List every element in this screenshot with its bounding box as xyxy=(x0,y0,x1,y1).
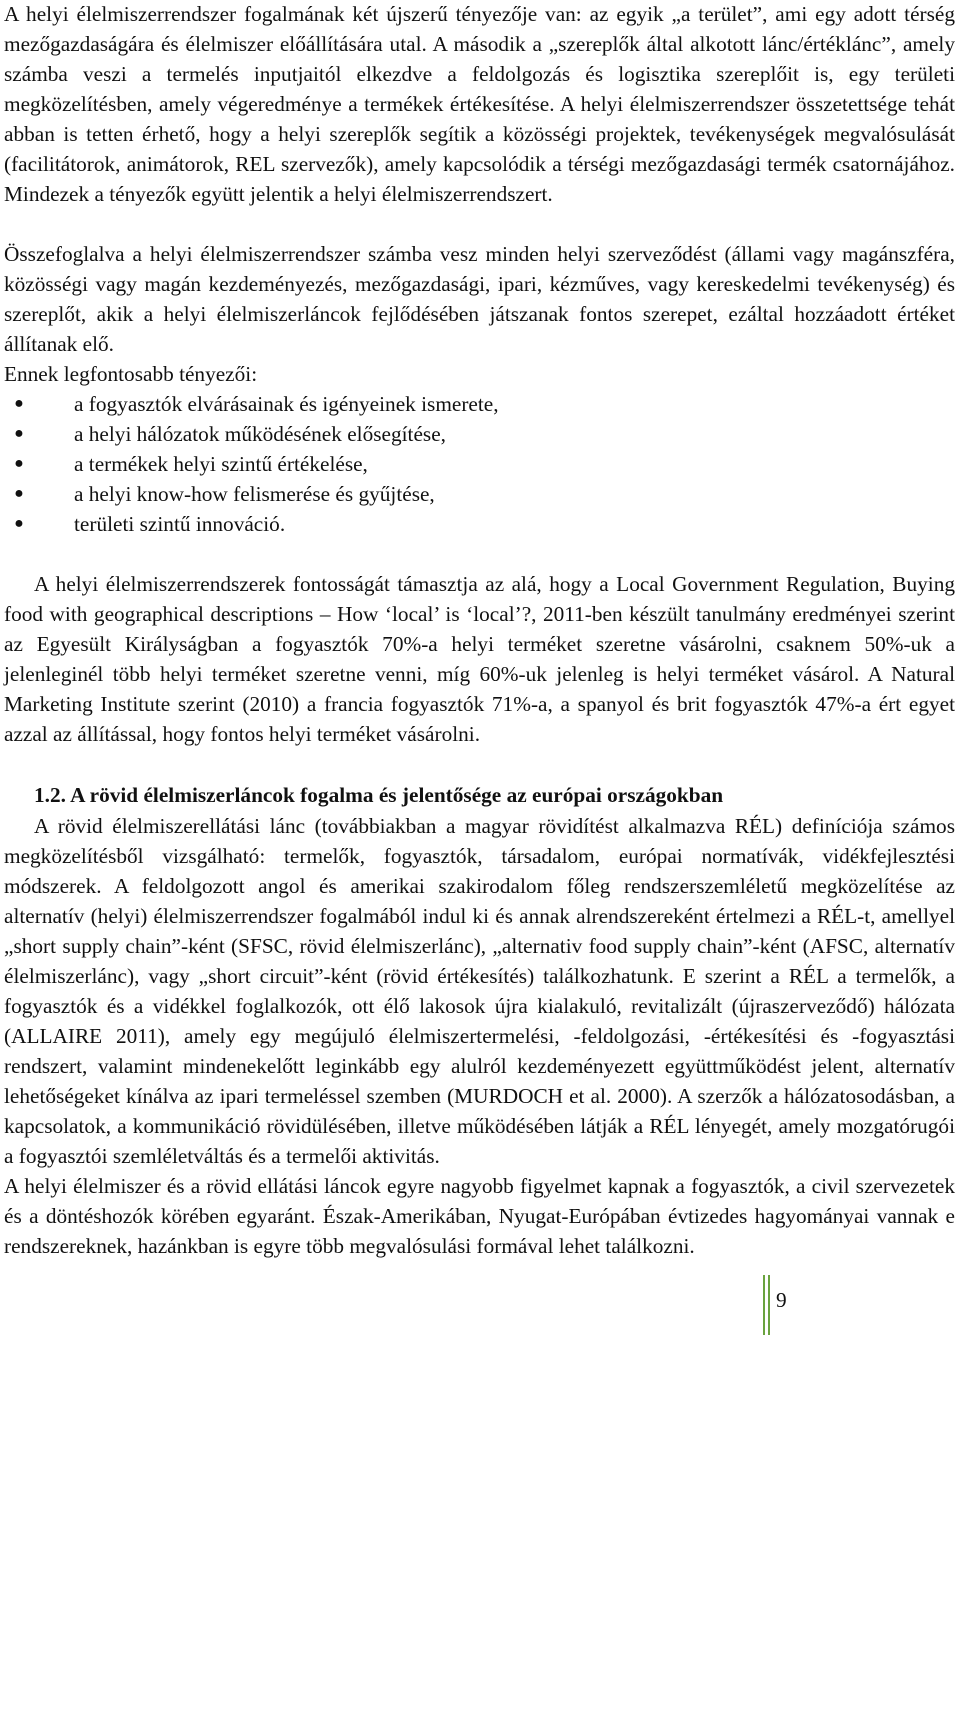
footer-accent-bar xyxy=(763,1275,765,1335)
list-item xyxy=(4,449,955,479)
bullet-icon: ● xyxy=(14,455,24,472)
paragraph-local-food-system-definition: A helyi élelmiszerrendszer fogalmának két újszerű tényezője van: az egyik „a terület”, ami egy adott térség mezőgazdaságára és élelmiszer előállítására utal. A második a „szereplők által alkotott lánc/értéklánc”, amely számba veszi a termelés inputjaitól elkezdve a feldolgozás és logisztika szereplőit is, egy területi megközelítésben, amely végeredménye a termékek értékesítése. A helyi élelmiszerrendszer összetettsége tehát abban is tetten érhető, hogy a helyi szereplők segítik a közösségi projektek, tevékenységek megvalósulását (facilitátorok, animátorok, REL szervezők), amely kapcsolódik a térségi mezőgazdasági termék csatornájához. Mindezek a tényezők együtt jelentik a helyi élelmiszerrendszert. xyxy=(4,2,955,206)
factors-list xyxy=(4,389,955,539)
bullet-icon: ● xyxy=(14,395,24,412)
list-item-text: a termékek helyi szintű értékelése, xyxy=(74,452,368,476)
page-number: 9 xyxy=(776,1288,787,1312)
list-item-text: a fogyasztók elvárásainak és igényeinek ismerete, xyxy=(74,392,499,416)
bullet-icon: ● xyxy=(14,425,24,442)
paragraph-growing-attention: A helyi élelmiszer és a rövid ellátási láncok egyre nagyobb figyelmet kapnak a fogyasztók, a civil szervezetek és a döntéshozók körében egyaránt. Észak-Amerikában, Nyugat-Európában évtizedes hagyományai vannak e rendszereknek, hazánkban is egyre több megvalósulási formával lehet találkozni. xyxy=(4,1174,955,1258)
paragraph-importance-statistics: A helyi élelmiszerrendszerek fontosságát támasztja az alá, hogy a Local Government Regulation, Buying food with geographical descriptions – How ‘local’ is ‘local’?, 2011-ben készült tanulmány eredményei szerint az Egyesült Királyságban a fogyasztók 70%-a helyi terméket szeretne vásárolni, csaknem 50%-uk a jelenleginél több helyi terméket szeretne venni, míg 60%-uk jelenleg is helyi terméket vásárol. A Natural Marketing Institute szerint (2010) a francia fogyasztók 71%-a, a spanyol és brit fogyasztók 47%-a ért egyet azzal az állítással, hogy fontos helyi terméket vásárolni. xyxy=(4,572,955,746)
list-item xyxy=(4,509,955,539)
list-item xyxy=(4,389,955,419)
list-item xyxy=(4,479,955,509)
footer-accent-bar-secondary xyxy=(768,1275,770,1335)
bullet-icon: ● xyxy=(14,515,24,532)
paragraph-summary: Összefoglalva a helyi élelmiszerrendszer számba vesz minden helyi szerveződést (állami vagy magánszféra, közösségi vagy magán kezdeményezés, mezőgazdasági, ipari, kézműves, vagy kereskedelmi tevékenység) és szereplőt, akik a helyi élelmiszerláncok fejlődésében játszanak fontos szerepet, ezáltal hozzáadott értéket állítanak elő. xyxy=(4,242,955,356)
list-item xyxy=(4,419,955,449)
paragraph-factors-intro: Ennek legfontosabb tényezői: xyxy=(4,362,258,386)
list-item-text: a helyi know-how felismerése és gyűjtése, xyxy=(74,482,435,506)
list-item-text: területi szintű innováció. xyxy=(74,512,286,536)
bullet-icon: ● xyxy=(14,485,24,502)
list-item-text: a helyi hálózatok működésének elősegítése, xyxy=(74,422,446,446)
page-content xyxy=(4,0,955,1261)
section-heading: 1.2. A rövid élelmiszerláncok fogalma és jelentősége az európai országokban xyxy=(34,783,724,807)
paragraph-short-chain-definition: A rövid élelmiszerellátási lánc (továbbiakban a magyar rövidítést alkalmazva RÉL) definíciója számos megközelítésből vizsgálható: termelők, fogyasztók, társadalom, európai normatívák, vidékfejlesztési módszerek. A feldolgozott angol és amerikai szakirodalom főleg rendszerszemléletű megközelítése az alternatív (helyi) élelmiszerrendszer fogalmából indul ki és annak alrendszereként értelmezi a RÉL-t, amellyel „short supply chain”-ként (SFSC, rövid élelmiszerlánc), „alternativ food supply chain”-ként (AFSC, alternatív élelmiszerlánc), vagy „short circuit”-ként (rövid értékesítés) találkozhatunk. E szerint a RÉL a termelők, a fogyasztók és a vidékkel foglalkozók, ott élő lakosok újra kialakuló, revitalizált (újraszerveződő) hálózata (ALLAIRE 2011), amely egy megújuló élelmiszertermelési, -feldolgozási, -értékesítési és -fogyasztási rendszert, valamint mindenekelőtt leginkább egy alulról kezdeményezett együttműködést jelent, alternatív lehetőségeket kínálva az ipari termeléssel szemben (MURDOCH et al. 2000). A szerzők a hálózatosodásban, a kapcsolatok, a kommunikáció rövidülésében, illetve működésében látják a RÉL lényegét, amely mozgatórugói a fogyasztói szemléletváltás és a termelői aktivitás. xyxy=(4,814,955,1168)
